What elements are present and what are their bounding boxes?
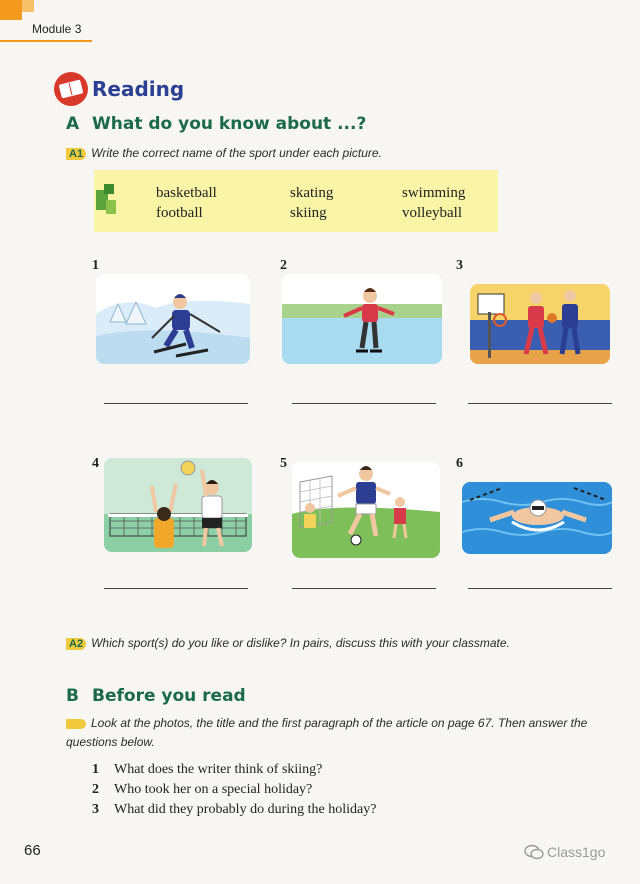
a1-tag: A1 <box>66 148 86 160</box>
skater-icon <box>282 274 442 364</box>
word-column-3 <box>402 183 465 223</box>
volleyball-icon <box>104 458 252 552</box>
answer-line[interactable] <box>292 588 436 589</box>
a1-text: Write the correct name of the sport under each picture. <box>91 146 382 160</box>
question-text: What did they probably do during the holiday? <box>114 802 377 817</box>
reading-title: Reading <box>92 77 185 101</box>
answer-line[interactable] <box>468 588 612 589</box>
answer-line[interactable] <box>104 403 248 404</box>
answer-line[interactable] <box>104 588 248 589</box>
watermark <box>524 844 605 860</box>
picture-number: 1 <box>92 258 99 273</box>
word-box-decoration <box>106 200 116 214</box>
section-b-title: Before you read <box>92 686 246 706</box>
reading-heading <box>54 72 184 106</box>
header-rule <box>0 40 92 42</box>
basketball-icon <box>470 284 610 364</box>
module-label: Module 3 <box>32 22 82 36</box>
b-instruction <box>66 714 614 752</box>
picture-number: 4 <box>92 456 99 471</box>
picture-number: 3 <box>456 258 463 273</box>
football-icon <box>292 462 440 558</box>
picture-number: 2 <box>280 258 287 273</box>
word-column-1 <box>156 183 217 223</box>
word-swimming: swimming <box>402 185 466 201</box>
question-text: Who took her on a special holiday? <box>114 782 313 797</box>
b-tag-marker <box>66 719 86 729</box>
word-box <box>94 170 498 232</box>
word-volleyball: volleyball <box>402 205 462 221</box>
swimmer-icon <box>462 482 612 554</box>
skier-icon <box>96 274 250 364</box>
question-number: 2 <box>92 782 99 797</box>
answer-line[interactable] <box>468 403 612 404</box>
list-item <box>92 800 376 820</box>
question-number: 1 <box>92 762 99 777</box>
list-item <box>92 780 376 800</box>
a2-tag: A2 <box>66 638 86 650</box>
page-number: 66 <box>24 842 41 859</box>
a2-text: Which sport(s) do you like or dislike? In pairs, discuss this with your classmate. <box>91 636 510 650</box>
list-item <box>92 760 376 780</box>
picture-number: 6 <box>456 456 463 471</box>
section-a-letter: A <box>66 114 80 134</box>
word-football: football <box>156 205 203 221</box>
a1-instruction <box>66 146 382 160</box>
question-list <box>92 760 376 820</box>
word-skating: skating <box>290 185 334 201</box>
corner-decoration <box>0 0 22 20</box>
section-b-letter: B <box>66 686 79 706</box>
section-b-heading <box>66 686 246 706</box>
answer-line[interactable] <box>292 403 436 404</box>
word-column-2 <box>290 183 333 223</box>
word-skiing: skiing <box>290 205 327 221</box>
word-basketball: basketball <box>156 185 217 201</box>
b-instruction-text: Look at the photos, the title and the first paragraph of the article on page 67. Then answer the questions below. <box>66 716 588 749</box>
picture-number: 5 <box>280 456 287 471</box>
book-icon <box>54 72 88 106</box>
section-a-heading <box>66 114 366 134</box>
chat-bubble-icon <box>524 844 544 860</box>
question-text: What does the writer think of skiing? <box>114 762 323 777</box>
watermark-text: Class1go <box>547 844 606 860</box>
section-a-title: What do you know about ...? <box>92 114 367 134</box>
question-number: 3 <box>92 802 99 817</box>
a2-instruction <box>66 636 510 650</box>
word-box-decoration <box>104 184 114 194</box>
corner-decoration-small <box>22 0 34 12</box>
